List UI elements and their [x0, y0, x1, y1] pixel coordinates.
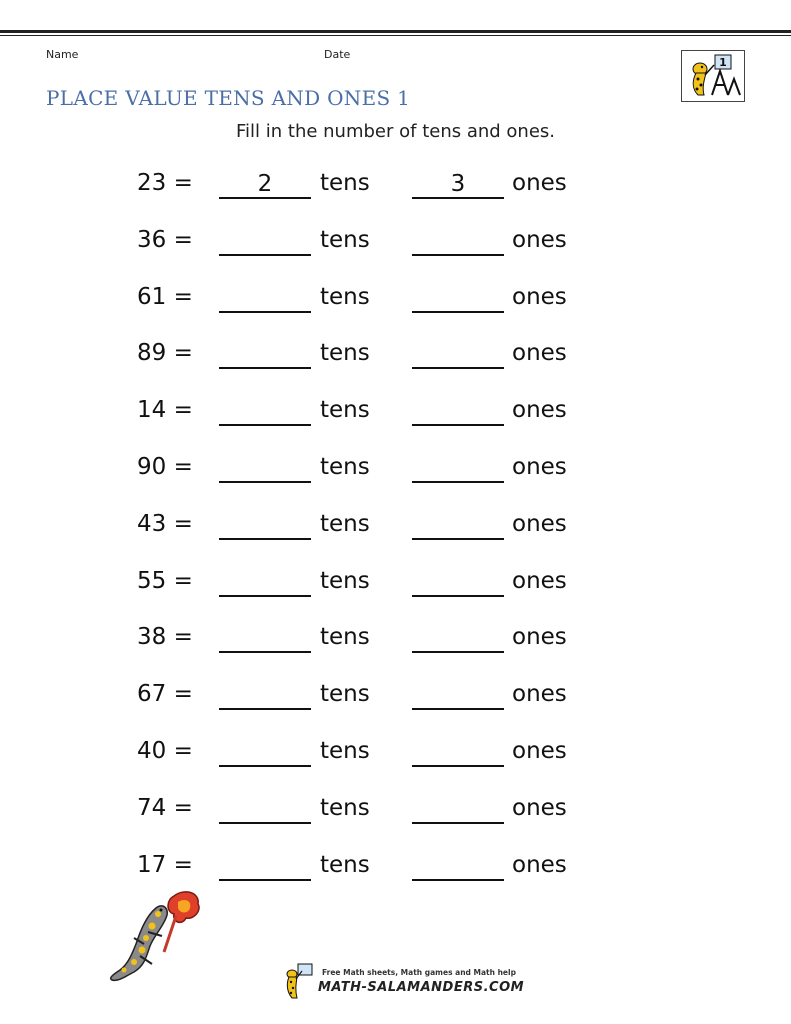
ones-label: ones [512, 567, 567, 594]
tens-answer-blank[interactable] [219, 738, 311, 767]
ones-label: ones [512, 510, 567, 537]
tens-label: tens [320, 794, 370, 821]
tens-answer-blank[interactable]: 2 [219, 170, 311, 199]
problem-row [0, 795, 791, 835]
ones-answer-blank[interactable] [412, 681, 504, 710]
tens-answer-blank[interactable] [219, 795, 311, 824]
tens-label: tens [320, 624, 370, 651]
ones-label: ones [512, 340, 567, 367]
tens-answer-blank[interactable] [219, 227, 311, 256]
problem-number: 43 = [137, 510, 193, 537]
tens-answer-blank[interactable] [219, 681, 311, 710]
footer-salamander-icon [282, 962, 316, 1000]
ones-answer-blank[interactable] [412, 511, 504, 540]
footer-brand-name: MATH-SALAMANDERS.COM [318, 980, 525, 995]
salamander-teacher-icon [682, 51, 744, 101]
problem-number: 23 = [137, 170, 193, 196]
ones-answer-blank[interactable] [412, 340, 504, 369]
tens-label: tens [320, 738, 370, 764]
problem-number: 89 = [137, 340, 193, 367]
ones-answer-blank[interactable] [412, 852, 504, 881]
name-label: Name [46, 48, 79, 61]
problem-row [0, 568, 791, 608]
problem-row [0, 170, 791, 210]
footer-brand-block [282, 962, 525, 1002]
ones-answer-blank[interactable] [412, 284, 504, 313]
tens-label: tens [320, 510, 370, 537]
ones-label: ones [512, 226, 567, 253]
problem-row [0, 681, 791, 721]
tens-label: tens [320, 397, 370, 424]
logo-board-number: 1 [719, 56, 727, 69]
tens-label: tens [320, 567, 370, 594]
ones-answer-blank[interactable] [412, 795, 504, 824]
ones-label: ones [512, 681, 567, 708]
instructions-text: Fill in the number of tens and ones. [235, 121, 556, 142]
ones-label: ones [512, 738, 567, 764]
salamander-fire-icon [104, 886, 208, 990]
problem-row [0, 397, 791, 437]
problem-number: 61 = [137, 283, 193, 310]
tens-answer-blank[interactable] [219, 568, 311, 597]
footer-tagline: Free Math sheets, Math games and Math help [322, 968, 516, 977]
problem-row [0, 340, 791, 380]
ones-answer-blank[interactable] [412, 227, 504, 256]
ones-label: ones [512, 624, 567, 651]
problem-number: 36 = [137, 226, 193, 253]
page-title: PLACE VALUE TENS AND ONES 1 [46, 86, 411, 110]
header-rule [0, 30, 791, 36]
instructions [0, 121, 791, 142]
ones-answer-blank[interactable]: 3 [412, 170, 504, 199]
problem-row [0, 624, 791, 664]
tens-label: tens [320, 454, 370, 480]
problem-number: 55 = [137, 567, 193, 594]
ones-label: ones [512, 397, 567, 424]
problem-number: 67 = [137, 681, 193, 708]
tens-label: tens [320, 170, 370, 196]
problem-number: 90 = [137, 454, 193, 480]
tens-answer-blank[interactable] [219, 624, 311, 653]
problem-number: 17 = [137, 851, 193, 878]
problem-number: 40 = [137, 738, 193, 764]
problem-number: 38 = [137, 624, 193, 651]
tens-answer-blank[interactable] [219, 340, 311, 369]
tens-label: tens [320, 226, 370, 253]
tens-label: tens [320, 851, 370, 878]
problem-row [0, 511, 791, 551]
ones-answer-blank[interactable] [412, 624, 504, 653]
tens-answer-blank[interactable] [219, 511, 311, 540]
ones-label: ones [512, 851, 567, 878]
salamander-illustration [104, 886, 208, 990]
problem-row [0, 227, 791, 267]
tens-label: tens [320, 681, 370, 708]
tens-answer-blank[interactable] [219, 397, 311, 426]
ones-label: ones [512, 794, 567, 821]
date-label: Date [324, 48, 351, 61]
ones-answer-blank[interactable] [412, 568, 504, 597]
problem-row [0, 738, 791, 778]
tens-label: tens [320, 283, 370, 310]
ones-label: ones [512, 283, 567, 310]
ones-answer-blank[interactable] [412, 454, 504, 483]
problem-row [0, 454, 791, 494]
ones-answer-blank[interactable] [412, 397, 504, 426]
ones-label: ones [512, 454, 567, 480]
problem-row [0, 284, 791, 324]
tens-answer-blank[interactable] [219, 454, 311, 483]
ones-answer-blank[interactable] [412, 738, 504, 767]
tens-answer-blank[interactable] [219, 852, 311, 881]
salamander-logo [681, 50, 745, 102]
tens-label: tens [320, 340, 370, 367]
tens-answer-blank[interactable] [219, 284, 311, 313]
ones-label: ones [512, 170, 567, 196]
problem-number: 74 = [137, 794, 193, 821]
problem-number: 14 = [137, 397, 193, 424]
